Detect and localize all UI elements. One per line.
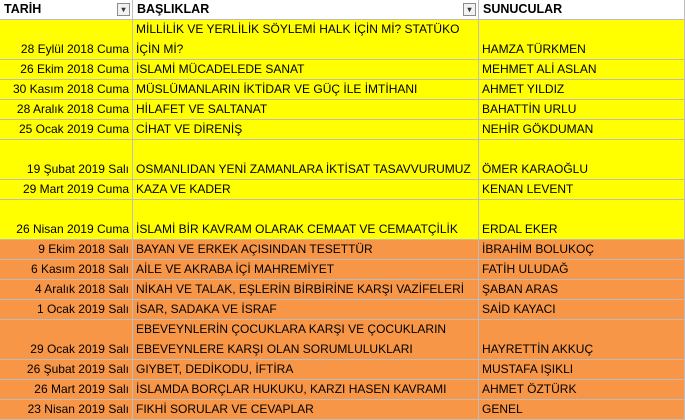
date-cell-text: 28 Eylül 2018 Cuma — [20, 42, 129, 56]
date-cell-text: 26 Nisan 2019 Cuma — [16, 222, 129, 236]
table-row[interactable] — [0, 140, 685, 180]
header-date[interactable] — [0, 0, 133, 20]
header-date-label: TARİH — [4, 2, 42, 16]
speaker-cell[interactable] — [479, 360, 685, 380]
title-cell[interactable] — [133, 120, 479, 140]
speaker-cell[interactable] — [479, 300, 685, 320]
speaker-cell-text: ŞABAN ARAS — [482, 282, 559, 296]
speaker-cell[interactable] — [479, 200, 685, 240]
title-cell-text: İSLAMDA BORÇLAR HUKUKU, KARZI HASEN KAVRAMI — [136, 382, 447, 396]
date-cell-text: 1 Ocak 2019 Salı — [36, 302, 129, 316]
date-cell-text: 28 Aralık 2018 Cuma — [16, 102, 129, 116]
table-row[interactable] — [0, 320, 685, 360]
speaker-cell[interactable] — [479, 80, 685, 100]
date-cell[interactable] — [0, 20, 133, 60]
title-cell-text: CİHAT VE DİRENİŞ — [136, 122, 243, 136]
title-cell-text: İSLAMİ BİR KAVRAM OLARAK CEMAAT VE CEMAATÇİLİK — [136, 222, 458, 236]
table-row[interactable] — [0, 360, 685, 380]
speaker-cell-text: BAHATTİN URLU — [482, 102, 577, 116]
speaker-cell-text: ERDAL EKER — [482, 222, 558, 236]
table-row[interactable] — [0, 400, 685, 420]
date-cell-text: 30 Kasım 2018 Cuma — [12, 82, 129, 96]
title-cell[interactable] — [133, 320, 479, 360]
header-title[interactable] — [133, 0, 479, 20]
title-cell[interactable] — [133, 60, 479, 80]
title-cell[interactable] — [133, 200, 479, 240]
date-cell[interactable] — [0, 120, 133, 140]
speaker-cell[interactable] — [479, 280, 685, 300]
speaker-cell[interactable] — [479, 180, 685, 200]
table-row[interactable] — [0, 200, 685, 240]
speaker-cell[interactable] — [479, 20, 685, 60]
header-speaker[interactable] — [479, 0, 685, 20]
title-cell[interactable] — [133, 280, 479, 300]
date-cell[interactable] — [0, 200, 133, 240]
speaker-cell-text: KENAN LEVENT — [482, 182, 574, 196]
title-cell[interactable] — [133, 80, 479, 100]
title-cell-text: NİKAH VE TALAK, EŞLERİN BİRBİRİNE KARŞI VAZİFELERİ — [136, 282, 465, 296]
title-cell-text: FIKHİ SORULAR VE CEVAPLAR — [136, 402, 314, 416]
date-cell-text: 6 Kasım 2018 Salı — [30, 262, 129, 276]
title-cell[interactable] — [133, 20, 479, 60]
date-cell-text: 9 Ekim 2018 Salı — [38, 242, 129, 256]
date-cell[interactable] — [0, 320, 133, 360]
speaker-cell-text: GENEL — [482, 402, 523, 416]
date-cell-text: 23 Nisan 2019 Salı — [27, 402, 129, 416]
date-cell-text: 26 Şubat 2019 Salı — [26, 362, 129, 376]
speaker-cell[interactable] — [479, 240, 685, 260]
speaker-cell[interactable] — [479, 100, 685, 120]
speaker-cell-text: NEHİR GÖKDUMAN — [482, 122, 594, 136]
speaker-cell[interactable] — [479, 140, 685, 180]
header-title-label: BAŞLIKLAR — [137, 2, 210, 16]
speaker-cell-text: HAYRETTİN AKKUÇ — [482, 342, 594, 356]
date-cell-text: 25 Ocak 2019 Cuma — [18, 122, 129, 136]
date-cell-text: 4 Aralık 2018 Salı — [34, 282, 129, 296]
speaker-cell-text: ÖMER KARAOĞLU — [482, 162, 589, 176]
header-row — [0, 0, 685, 20]
title-cell[interactable] — [133, 360, 479, 380]
speaker-cell-text: SAİD KAYACI — [482, 302, 556, 316]
title-cell-text: MÜSLÜMANLARIN İKTİDAR VE GÜÇ İLE İMTİHANI — [136, 82, 418, 96]
date-cell[interactable] — [0, 240, 133, 260]
header-speaker-label: SUNUCULAR — [483, 2, 563, 16]
table-row[interactable] — [0, 120, 685, 140]
date-cell[interactable] — [0, 380, 133, 400]
speaker-cell-text: FATİH ULUDAĞ — [482, 262, 569, 276]
speaker-cell-text: AHMET ÖZTÜRK — [482, 382, 577, 396]
speaker-cell-text: AHMET YILDIZ — [482, 82, 565, 96]
date-cell[interactable] — [0, 140, 133, 180]
title-cell[interactable] — [133, 100, 479, 120]
speaker-cell[interactable] — [479, 60, 685, 80]
date-cell[interactable] — [0, 280, 133, 300]
date-cell-text: 26 Ekim 2018 Cuma — [20, 62, 129, 76]
speaker-cell[interactable] — [479, 320, 685, 360]
date-cell[interactable] — [0, 100, 133, 120]
date-cell[interactable] — [0, 360, 133, 380]
date-cell[interactable] — [0, 60, 133, 80]
title-cell-text: MİLLİLİK VE YERLİLİK SÖYLEMİ HALK İÇİN Mİ? STATÜKO İÇİN Mİ? — [136, 22, 460, 56]
speaker-cell[interactable] — [479, 400, 685, 420]
speaker-cell-text: MEHMET ALİ ASLAN — [482, 62, 597, 76]
title-cell[interactable] — [133, 300, 479, 320]
table-row[interactable] — [0, 380, 685, 400]
date-cell-text: 26 Mart 2019 Salı — [34, 382, 129, 396]
date-cell[interactable] — [0, 400, 133, 420]
title-cell[interactable] — [133, 400, 479, 420]
table-row[interactable] — [0, 240, 685, 260]
title-cell[interactable] — [133, 180, 479, 200]
date-cell[interactable] — [0, 180, 133, 200]
title-cell[interactable] — [133, 260, 479, 280]
date-cell[interactable] — [0, 80, 133, 100]
table-row[interactable] — [0, 60, 685, 80]
table-row[interactable] — [0, 20, 685, 60]
table-row[interactable] — [0, 100, 685, 120]
title-cell[interactable] — [133, 240, 479, 260]
speaker-cell-text: İBRAHİM BOLUKOÇ — [482, 242, 595, 256]
date-cell[interactable] — [0, 260, 133, 280]
date-cell-text: 29 Ocak 2019 Salı — [30, 342, 129, 356]
title-cell-text: İSLAMİ MÜCADELEDE SANAT — [136, 62, 305, 76]
table-row[interactable] — [0, 300, 685, 320]
table-row[interactable] — [0, 280, 685, 300]
title-cell-text: BAYAN VE ERKEK AÇISINDAN TESETTÜR — [136, 242, 373, 256]
title-cell[interactable] — [133, 380, 479, 400]
speaker-cell-text: HAMZA TÜRKMEN — [482, 42, 586, 56]
title-cell-text: OSMANLIDAN YENİ ZAMANLARA İKTİSAT TASAVVURUMUZ — [136, 162, 471, 176]
date-cell-text: 19 Şubat 2019 Salı — [26, 162, 129, 176]
table-row[interactable] — [0, 260, 685, 280]
title-cell-text: KAZA VE KADER — [136, 182, 231, 196]
speaker-cell[interactable] — [479, 120, 685, 140]
dropdown-icon[interactable]: ▾ — [463, 3, 476, 16]
title-cell-text: AİLE VE AKRABA İÇİ MAHREMİYET — [136, 262, 335, 276]
speaker-cell[interactable] — [479, 380, 685, 400]
filter-active-icon[interactable]: ▾ — [117, 3, 130, 16]
title-cell-text: İSAR, SADAKA VE İSRAF — [136, 302, 277, 316]
title-cell-text: GIYBET, DEDİKODU, İFTİRA — [136, 362, 294, 376]
speaker-cell-text: MUSTAFA IŞIKLI — [482, 362, 574, 376]
date-cell-text: 29 Mart 2019 Cuma — [22, 182, 129, 196]
table-row[interactable] — [0, 180, 685, 200]
date-cell[interactable] — [0, 300, 133, 320]
title-cell[interactable] — [133, 140, 479, 180]
table-row[interactable] — [0, 80, 685, 100]
speaker-cell[interactable] — [479, 260, 685, 280]
title-cell-text: HİLAFET VE SALTANAT — [136, 102, 268, 116]
title-cell-text: EBEVEYNLERİN ÇOCUKLARA KARŞI VE ÇOCUKLARIN EBEVEYNLERE KARŞI OLAN SORUMLULUKLARI — [136, 322, 447, 356]
